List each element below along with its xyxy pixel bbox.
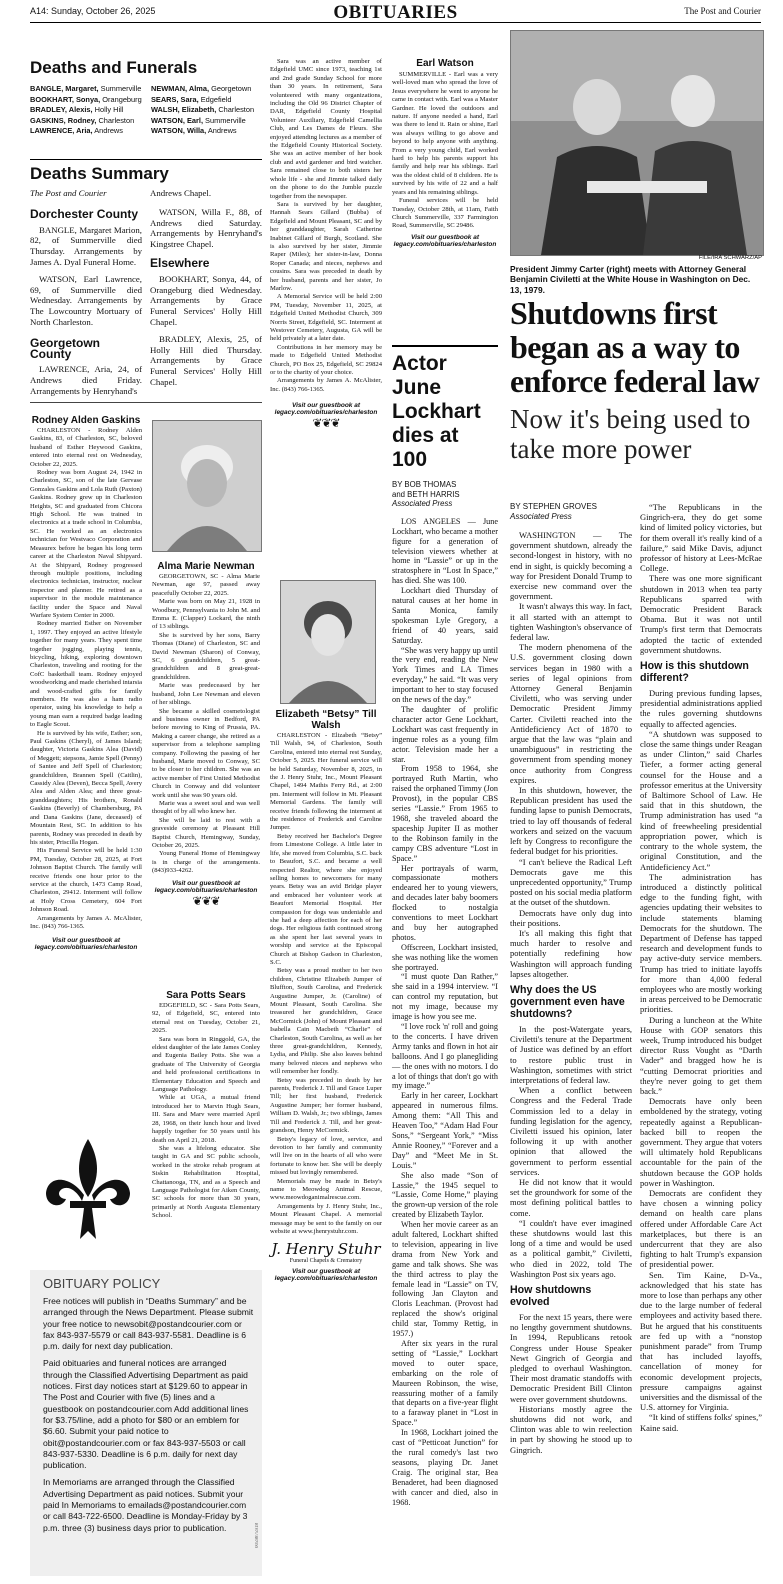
subhead: Why does the US government even have shutdowns? — [510, 983, 625, 1020]
walsh-portrait — [280, 580, 376, 704]
fleur-de-lis-icon — [40, 1135, 136, 1245]
county-heading: Georgetown County — [30, 335, 101, 361]
deaths-and-funerals — [30, 58, 262, 137]
summary-col-2 — [150, 188, 262, 388]
list-item: SEARS, Sara, Edgefield — [150, 94, 232, 104]
summary-col-1 — [30, 188, 142, 397]
agency: Associated Press — [392, 499, 453, 509]
summary-entry: WATSON, Earl Lawrence, 69, of Summerville died Wednesday. Arrangements by The Lowcountry Mortuary of North Charleston. — [30, 273, 142, 327]
list-item: WATSON, Willa, Andrews — [150, 126, 237, 136]
article-headline: Actor June Lockhart dies at 100 — [392, 352, 481, 471]
subhead: How shutdowns evolved — [510, 1284, 592, 1309]
newman-portrait — [152, 420, 262, 552]
summary-entry: BOOKHART, Sonya, 44, of Orangeburg died Wednesday. Arrangements by Grace Funeral Services' Holly Hill Chapel. — [150, 273, 262, 327]
photo-credit: FILE/IRA SCHWARZ/AP — [698, 255, 762, 261]
article-lockhart — [392, 352, 498, 1507]
obituary-sears: Sara Potts Sears EDGEFIELD, SC - Sara Potts Sears, 92, of Edgefield, SC, entered into eternal rest on Tuesday, October 21, 2025. Sara was born in Ringgold, GA, the eldest daughter of the late James Conley and Eugenia Bailey Potts. She was a graduate of The University of Georgia and held professional certifications in Elementary Education and Speech and Language Pathology. While at UGA, a mutual friend introduced her to Marvin Hugh Sears, III. Sara and Marv were married April 28, 1968, on their lunch hour and lived happily together for 50 years until his death on April 21, 2018. She was a lifelong educator. She taught in GA and SC public schools, worked in the stroke rehab program at Siskin Rehabilitation Hospital, Chattanooga, TN, and as a Speech and Language Pathologist for Aiken County, SC schools for more than 30 years, primarily at North Augusta Elementary School. — [152, 990, 260, 1220]
obituary-watson: Earl Watson SUMMERVILLE - Earl was a very well-loved man who spread the love of Jesus everywhere he went to anyone he came in contact with. Earl was a Master Gardner. He loved the outdoors and nature. If anyone needed a hand, Earl was there to lend it. Rain or shine, Earl was always willing to go above and beyond to help anyone with anything. From a very young child, Earl worked hard to help his parents support his family and help rear his siblings. Earl was the oldest child of 8 children. He is survived by his wife of 22 and a half years and his remaining siblings. Funeral services will be held Tuesday, October 28th, at 11am, Faith Church Summerville, 337 Farmington Road, Summerville, SC 29486. Visit our guestbook at legacy.com/obituaries/charleston — [392, 58, 498, 248]
policy-paragraph: Paid obituaries and funeral notices are arranged through the Classified Advertising Department as paid notices. First day notices start at $129.60 to appear in The Post and Courier with five (5) lines and a guestbook on postandcourier.com Add additional lines for $3.75/line, add a photo for $80 or an emblem for $6.60. Submit your paid notice to obit@postandcourier.com or fax 843-937-5503 or call 843-937-5330. Deadline is 6 p.m. daily for next day publication. — [43, 1358, 249, 1471]
deaths-list-right — [151, 84, 262, 137]
guestbook-link[interactable]: Visit our guestbook at legacy.com/obituaries/charleston — [34, 937, 138, 952]
list-item: BANGLE, Margaret, Summerville — [30, 84, 142, 93]
ornament-divider-icon: ❦❦❦ — [192, 893, 220, 908]
deaths-funerals-title: Deaths and Funerals — [30, 58, 198, 77]
obituary-name: Alma Marie Newman — [157, 561, 255, 572]
guestbook-link[interactable]: Visit our guestbook at legacy.com/obituaries/charleston — [274, 1268, 378, 1283]
funeral-home-tagline: Funeral Chapels & Crematory — [289, 1258, 363, 1265]
obituary-newman: Alma Marie Newman GEORGETOWN, SC - Alma Marie Newman, age 97, passed away peacefully October 22, 2025. Marie was born on May 21, 1928 in Woodbury, Pennsylvania to John M. and Emma E. (Clapper) Lockard, the ninth of 13 siblings. She is survived by her sons, Barry Thomas (Diane) of Charleston, SC and David Newman (Sharon) of Conway, SC, 6 grandchildren, 5 great-grandchildren and 8 great-great-grandchildren. Marie was predeceased by her husband, John Lee Newman and eleven of her siblings. She became a skilled cosmetologist and business owner in Bedford, PA before moving to King of Prussia, PA. Making a career change, she retired as a supervisor from a telephone sampling company. Following the passing of her husband, Marie moved to Conway, SC to be closer to her children. She was an active member of First United Methodist Church in Conway and did volunteer work until she was 90 years old. Marie was a sweet soul and was well thought of by all who knew her. She will be laid to rest with a graveside ceremony at Pleasant Hill Baptist Church, Hemingway, Sunday, October 26, 2025. Young Funeral Home of Hemingway is in charge of the arrangements.(843)933-4262. Visit our guestbook at legacy.com/obituaries/charleston ❦❦❦ — [152, 561, 260, 908]
guestbook-link[interactable]: Visit our guestbook at legacy.com/obituaries/charleston — [393, 233, 497, 248]
agency: Associated Press — [510, 512, 572, 521]
subhead: How is this shutdown different? — [640, 660, 749, 685]
page-folio: A14: Sunday, October 26, 2025 — [30, 6, 156, 16]
carter-civiletti-photo — [510, 30, 764, 256]
list-item: WALSH, Elizabeth, Charleston — [150, 105, 255, 115]
summary-entry: WATSON, Willa F., 88, of Andrews died Saturday. Arrangements by Henryhand's Kingstree Chapel. — [150, 206, 262, 250]
ornament-divider-icon: ❦❦❦ — [312, 416, 340, 431]
list-item: WATSON, Earl, Summerville — [150, 115, 246, 125]
policy-paragraph: In Memoriams are arranged through the Classified Advertising Department as paid notices. Submit your paid In Memoriams to emailads@postandcourier.com or call 843-722-6500. Deadline is Monday-Friday by 3 p.m. three (3) business days prior to publication. — [43, 1477, 248, 1533]
region-heading: Elsewhere — [150, 255, 210, 270]
shutdown-col-2: “The Republicans in the Gingrich-era, they do get some kind of limited policy victories, but for them overall it's really kind of a failure,” said Mike Davis, adjunct professor of history at Lees-McRae College. There was one more significant shutdown in 2013 when tea party Republicans sparred with Democratic President Barack Obama. But it was not until Trump's first term that Democrats adopted the tactic of extended government shutdowns. How is this shutdown different? During previous funding lapses, presidential administrations applied the rules governing shutdowns equally to affected agencies. “A shutdown was supposed to close the same things under Reagan as under Clinton,” said Charles Tiefer, a former acting general counsel for the House and a professor emeritus at the University of Baltimore School of Law. He said that in this shutdown, the Trump administration has used “a kind of freewheeling presidential appropriation power, which is contrary to the whole system, the original Constitution, and the Antideficiency Act.” The administration has introduced a distinctly political edge to the funding fight, with agencies updating their websites to include statements blaming Democrats for the shutdown. The Department of Defense has tapped research and development funds to pay active-duty service members. Trump has tried to initiate layoffs for more than 4,000 federal employees who are mostly working in areas perceived to be Democratic priorities. During a luncheon at the White House with GOP senators this week, Trump introduced his budget director Russ Vought as “Darth Vader” and bragged how he is “cutting Democrat priorities and they're never going to get them back.” Democrats have only been emboldened by the strategy, voting repeatedly against a Republican-backed bill to reopen the government. They argue that voters will ultimately hold Republicans accountable for the pain of the shutdown because the GOP holds power in Washington. Democrats are confident they have chosen a winning policy demand on health care plans offered under Affordable Care Act marketplaces, but there is an undercurrent that they are also fighting to halt Trump's expansion of presidential power. Sen. Tim Kaine, D-Va., acknowledged that his state has more to lose than perhaps any other due to the large number of federal employees and activity based there. But he argued that his constituents are fed up with a “nonstop punishment parade” from Trump that has included layoffs, cancellation of money for economic development projects, pressure campaigns against universities and the dismissal of the U.S. attorney for Virginia. “It kind of stiffens folks' spines,” Kaine said. — [640, 502, 763, 1433]
list-item: NEWMAN, Alma, Georgetown — [150, 84, 252, 93]
shutdown-col-1: BY STEPHEN GROVES Associated Press WASHINGTON — The government shutdown, already the second-longest in history, with no end in sight, is quickly becoming a way for President Donald Trump to exercise new command over the government. It wasn't always this way. In fact, it all started with an attempt to tighten Washington's observance of federal law. The modern phenomena of the U.S. government closing down services began in 1980 with a series of legal opinions from Attorney General Benjamin Civiletti, who was serving under Democratic President Jimmy Carter. Civiletti reached into the Antideficiency Act of 1870 to argue that the law was “plain and unambiguous” in restricting the government from spending money once authority from Congress expires. In this shutdown, however, the Republican president has used the funding lapse to punish Democrats, tried to lay off thousands of federal workers and seized on the vacuum left by Congress to reconfigure the federal budget for his priorities. “I can't believe the Radical Left Democrats gave me this unprecedented opportunity,” Trump posted on his social media platform at the outset of the shutdown. Democrats have only dug into their positions. It's all making this fight that much harder to resolve and potentially redefining how Washington will approach funding lapses altogether. Why does the US government even have shutdowns? In the post-Watergate years, Civiletti's tenure at the Department of Justice was defined by an effort to restore public trust in Washington, sometimes with strict interpretations of federal law. When a conflict between Congress and the Federal Trade Commission led to a delay in funding legislation for the agency, Civiletti issued his opinion, later following it up with another opinion that allowed the government to perform essential services. He did not know that it would set the groundwork for some of the most defining political battles to come. “I couldn't have ever imagined these shutdowns would last this long of a time and would be used as a political gambit,” Civiletti, who died in 2022, told The Washington Post six years ago. How shutdowns evolved For the next 15 years, there were no lengthy government shutdowns. In 1994, Republicans retook Congress under House Speaker Newt Gingrich of Georgia and pledged to overhaul Washington. Their most dramatic standoffs with Democratic President Bill Clinton were over government shutdowns. Historians mostly agree the shutdowns did not work, and Clinton was able to win reelection in part by showing he stood up to Gingrich. — [510, 502, 632, 1455]
summary-entry-continued: Andrews Chapel. — [150, 188, 212, 198]
county-heading: Dorchester County — [30, 206, 139, 221]
obituary-name: Sara Potts Sears — [166, 990, 246, 1001]
funeral-home-signature: J. Henry Stuhr — [271, 1240, 381, 1259]
obituary-walsh: Elizabeth “Betsy” Till Walsh CHARLESTON - Elizabeth “Betsy” Till Walsh, 94, of Charleston, South Carolina, entered into eternal rest Sunday, October 5, 2025. Her funeral service will be held Saturday, November 8, 2025, in the J. Henry Stuhr, Inc., Mount Pleasant Chapel, 1494 Mathis Ferry Rd., at 2:00 pm. Interment will follow in Mt. Pleasant Memorial Gardens. The family will receive friends following the interment at the residence of Frederick and Caroline Jumper. Betsy received her Bachelor's Degree from Limestone College. A little later in life, she moved from Columbia, S.C. back to Beaufort, S.C. and became a well respected Realtor, where she enjoyed selling homes to newcomers for many years. Betsy was an avid Bridge player and embraced her volunteer work at Beaufort Memorial Hospital. Her compassion for dogs was undeniable and she had a deep affection for each of her dogs. Her religious faith continued strong as she spent her last several years in worship and service at the Episcopal Church at Bishop Gadson in Charleston, S.C. Betsy was a proud mother to her two children, Christine Elizabeth Jumper of Bluffton, South Carolina, and Frederick Augustine Jumper, Jr. (Caroline) of Mount Pleasant, South Carolina. She treasured her grandchildren, Grace McCormick (John) of Mount Pleasant and Isabella Cain Macbeth “Charlie” of Charleston, South Carolina, as well as her three great-grandchildren, Kennedy, Lydia, and Philip. She also leaves behind many beloved nieces and nephews who will remember her fondly. Betsy was preceded in death by her parents, Frederick J. Till and Grace Luper Till; her first husband, Frederick Augustine Jumper; her former husband, William D. Walsh, Jr.; two siblings, James Till and Frederick J. Till, and her great-grandson, Henry McCormick. Betsy's legacy of love, service, and devotion to her family and community will live on in the hearts of all who were fortunate to know her. She will be deeply missed but lovingly remembered. Memorials may be made in Betsy's name to Meowdog Animal Rescue, www.meowdoganimalrescue.com. Arrangements by J. Henry Stuhr, Inc., Mount Pleasant Chapel. A memorial message may be sent to the family on our website at www.jhenrystuhr.com. J. Henry Stuhr Funeral Chapels & Crematory Visit our guestbook at legacy.com/obituaries/charleston — [270, 709, 382, 1283]
section-title: OBITUARIES — [333, 2, 458, 23]
deaths-list-left — [30, 84, 145, 137]
publication-name: The Post and Courier — [684, 6, 761, 16]
obituary-name: Rodney Alden Gaskins — [31, 415, 141, 426]
summary-source: The Post and Courier — [30, 188, 107, 198]
photo-caption: President Jimmy Carter (right) meets with Attorney General Benjamin Civiletti at the White House in Washington on Dec. 13, 1979. — [510, 264, 751, 295]
obituary-policy-box — [30, 1270, 262, 1576]
summary-entry: LAWRENCE, Aria, 24, of Andrews died Friday. Arrangements by Henryhand's — [30, 364, 142, 396]
portrait-icon — [153, 421, 261, 551]
obituary-gaskins: Rodney Alden Gaskins CHARLESTON - Rodney Alden Gaskins, 83, of Charleston, SC, beloved husband of Esther Heywood Gaskins, entered into eternal rest on Wednesday, October 22, 2025. Rodney was born August 24, 1942 in Charleston, SC, son of the late Gervase Gonzales Gaskins and Lola Ruth (Paxton) Gaskins. Rodney grew up in Charleston Heights, SC and graduated from Chicora High School. He was trained in electronics at a trade school in Columbia, SC. He worked as an electronics technician for Westvaco Corporation and Measurex before he began his long term career at the Charleston Naval Shipyard. At the Shipyard, Rodney progressed through multiple positions, including electronics technician, instructor, nuclear inspector and planner. He retired as a supervisor in the module maintenance facility under the Space and Naval Warfare System Center in 2000. Rodney married Esther on November 1, 1997. They enjoyed an active lifestyle together for many years. They spent time together jogging, playing tennis, bicycling, hiking, exploring downtown Charleston, traveling and rooting for the CofC basketball team. Rodney enjoyed woodworking and made cherished intarsia and wood-crafted gifts for family members. He was also a ham radio operator, using his knowledge to help a young man earn a required badge leading to Eagle Scout. He is survived by his wife, Esther; son, Paul Gaskins (Cheryl), of James Island; daughter, Victoria Gaskins Alea (David) of Meggett; stepsons, Jamie Spell (Penny) of Santee and Jeff Spell of Charleston; grandchildren, Brannen Spell (Caitlin), Cassidy Alea (Deven), Becca Spell, Avery Alea and Alden Alea; and three great-granddaughters; His brothers, Ronald Gaskins (Beverly) of Chambersburg, PA and Dana Gaskins (Jane, deceased) of Mountain Rest, SC. In addition to his parents, Rodney was preceded in death by his sister, Priscilla Hogan. His Funeral Service will be held 1:30 PM, Tuesday, October 28, 2025, at Fort Johnson Baptist Church. The family will receive friends one hour prior to the service at the church, 1473 Camp Road, Charleston, 29412. Interment will follow at Holy Cross Cemetery, 604 Fort Johnson Road. Arrangements by James A. McAlister, Inc. (843) 766-1365. Visit our guestbook at legacy.com/obituaries/charleston — [30, 415, 142, 952]
list-item: LAWRENCE, Aria, Andrews — [30, 126, 123, 136]
deaths-summary — [30, 159, 262, 184]
portrait-icon — [281, 581, 375, 703]
article-shutdown — [510, 296, 762, 464]
page-header — [30, 2, 761, 23]
summary-entry: BANGLE, Margaret Marion, 82, of Summerville died Thursday. Arrangements by James A. Dyal Funeral Home. — [30, 224, 142, 267]
obituary-sears-continued: Sara was an active member of Edgefield UMC since 1973, teaching 1st and 2nd grade Sunday School for more than 30 years. In retirement, Sara volunteered with many organizations, including the Old 96 District Chapter of DAR, Edgefield County Hospital Volunteer Auxiliary, Edgefield Camellia Club, and Les Dames de Fleurs. She enjoyed attending lectures as a member of the Edgefield County Historical Society. She was an active member of her book club and avid gardener and bird watcher. Sara remained close to both sisters her whole life - she and Jimmie talked daily on the phone to do the Jumble puzzle together from the newspaper. Sara is survived by her daughter, Hannah Sears Gillard (Bubba) of Edgefield and Mount Pleasant, SC and by her granddaughter, Sarah Catherine Inabinet Gillard of Burgh, Scotland. She is also survived by her sister, Jimmie Raper (Miles); her sister-in-law, Donna Roper Canada; and nieces, nephews and cousins. Sara was preceded in death by her husband, parents and her sister, Jo Marlow. A Memorial Service will be held 2:00 PM, Tuesday, November 11, 2025, at Edgefield United Methodist Church, 309 Norris Street, Edgefield, SC. Interment at Westover Cemetery, Augusta, GA will be held privately at a later date. Contributions in her memory may be made to Edgefield United Methodist Church, PO Box 25, Edgefield, SC 29824 or to the charity of your choice. Arrangements by James A. McAlister, Inc. (843) 766-1365. Visit our guestbook at legacy.com/obituaries/charleston ❦❦❦ — [270, 58, 382, 431]
summary-entry: BRADLEY, Alexis, 25, of Holly Hill died Thursday. Arrangements by Grace Funeral Services' Holly Hill Chapel. — [150, 333, 262, 387]
obituary-name: Earl Watson — [416, 58, 474, 69]
byline: and BETH HARRIS — [392, 489, 460, 499]
list-item: BOOKHART, Sonya, Orangeburg — [30, 94, 142, 104]
photo-icon — [511, 31, 763, 255]
divider — [30, 402, 262, 403]
article-body: LOS ANGELES — June Lockhart, who became a mother figure for a generation of television viewers whether at home in “Lassie” or up in the stratosphere in “Lost In Space,” has died. She was 100. Lockhart died Thursday of natural causes at her home in Santa Monica, family spokesman Lyle Gregory, a friend of 40 years, said Saturday. “She was very happy up until the very end, reading the New York Times and LA Times everyday,” he said. “It was very important to her to stay focused on the news of the day.” The daughter of prolific character actor Gene Lockhart, Lockhart was cast frequently in ingenue roles as a young film actor. Television made her a star. From 1958 to 1964, she portrayed Ruth Martin, who raised the orphaned Timmy (Jon Provost), in the popular CBS series “Lassie.” From 1965 to 1968, she traveled aboard the spaceship Jupiter II as mother to the Robinson family in the campy CBS adventure “Lost in Space.” Her portrayals of warm, compassionate mothers endeared her to young viewers, and decades later baby boomers flocked to nostalgia conventions to meet Lockhart and buy her autographed photos. Offscreen, Lockhart insisted, she was nothing like the women she portrayed. “I must quote Dan Rather,” she said in a 1994 interview. “I can control my reputation, but not my image, because my image is how you see me. “I love rock 'n' roll and going to the concerts. I have driven Army tanks and flown in hot air balloons. And I go planegliding — the ones with no motors. I do a lot of things that don't go with my image.” Early in her career, Lockhart appeared in numerous films. Among them: “All This and Heaven Too,” “Adam Had Four Sons,” “Sergeant York,” “Miss Annie Rooney,” “Forever and a Day” and “Meet Me in St. Louis.” She also made “Son of Lassie,” the 1945 sequel to “Lassie, Come Home,” playing the grown-up version of the role created by Elizabeth Taylor. When her movie career as an adult faltered, Lockhart shifted to television, appearing in live drama from New York and game and talk shows. She was the third actress to play the female lead in “Lassie” on TV, following Jan Clayton and Cloris Leachman. (Provost had replaced the show's original child star, Tommy Rettig, in 1957.) After six years in the rural setting of “Lassie,” Lockhart moved to outer space, embarking on the role of Maureen Robinson, the wise, reassuring mother of a family that departs on a five-year flight to a faraway planet in “Lost in Space.” In 1968, Lockhart joined the cast of “Petticoat Junction” for the rural comedy's last two seasons, playing Dr. Janet Craig. The original star, Bea Benaderet, had been diagnosed with cancer and died, also in 1968. — [392, 516, 498, 1507]
policy-title: OBITUARY POLICY — [43, 1276, 161, 1291]
policy-paragraph: Free notices will publish in “Deaths Summary” and be arranged through the News Department. Please submit your free notice to newsobit@postandcourier.com or fax 843-937-5579 or call 843-937-5581. Deadline is 6 p.m. daily for next day publication. — [43, 1296, 254, 1352]
byline: BY STEPHEN GROVES — [510, 502, 597, 511]
article-deck: Now it's being used to take more power — [510, 404, 751, 464]
fleur-de-lis-emblem — [40, 1135, 136, 1245]
byline: BY BOB THOMAS — [392, 480, 457, 489]
article-headline: Shutdowns first began as a way to enforce federal law — [510, 295, 760, 399]
list-item: GASKINS, Rodney, Charleston — [30, 115, 135, 125]
ad-code: 0059875918 — [255, 1523, 260, 1548]
obituary-name: Elizabeth “Betsy” Till Walsh — [275, 709, 377, 731]
list-item: BRADLEY, Alexis, Holly Hill — [30, 105, 124, 115]
deaths-summary-title: Deaths Summary — [30, 164, 169, 183]
guestbook-link[interactable]: Visit our guestbook at legacy.com/obituaries/charleston — [154, 879, 258, 894]
guestbook-link[interactable]: Visit our guestbook at legacy.com/obituaries/charleston — [274, 402, 378, 417]
divider — [392, 345, 498, 347]
